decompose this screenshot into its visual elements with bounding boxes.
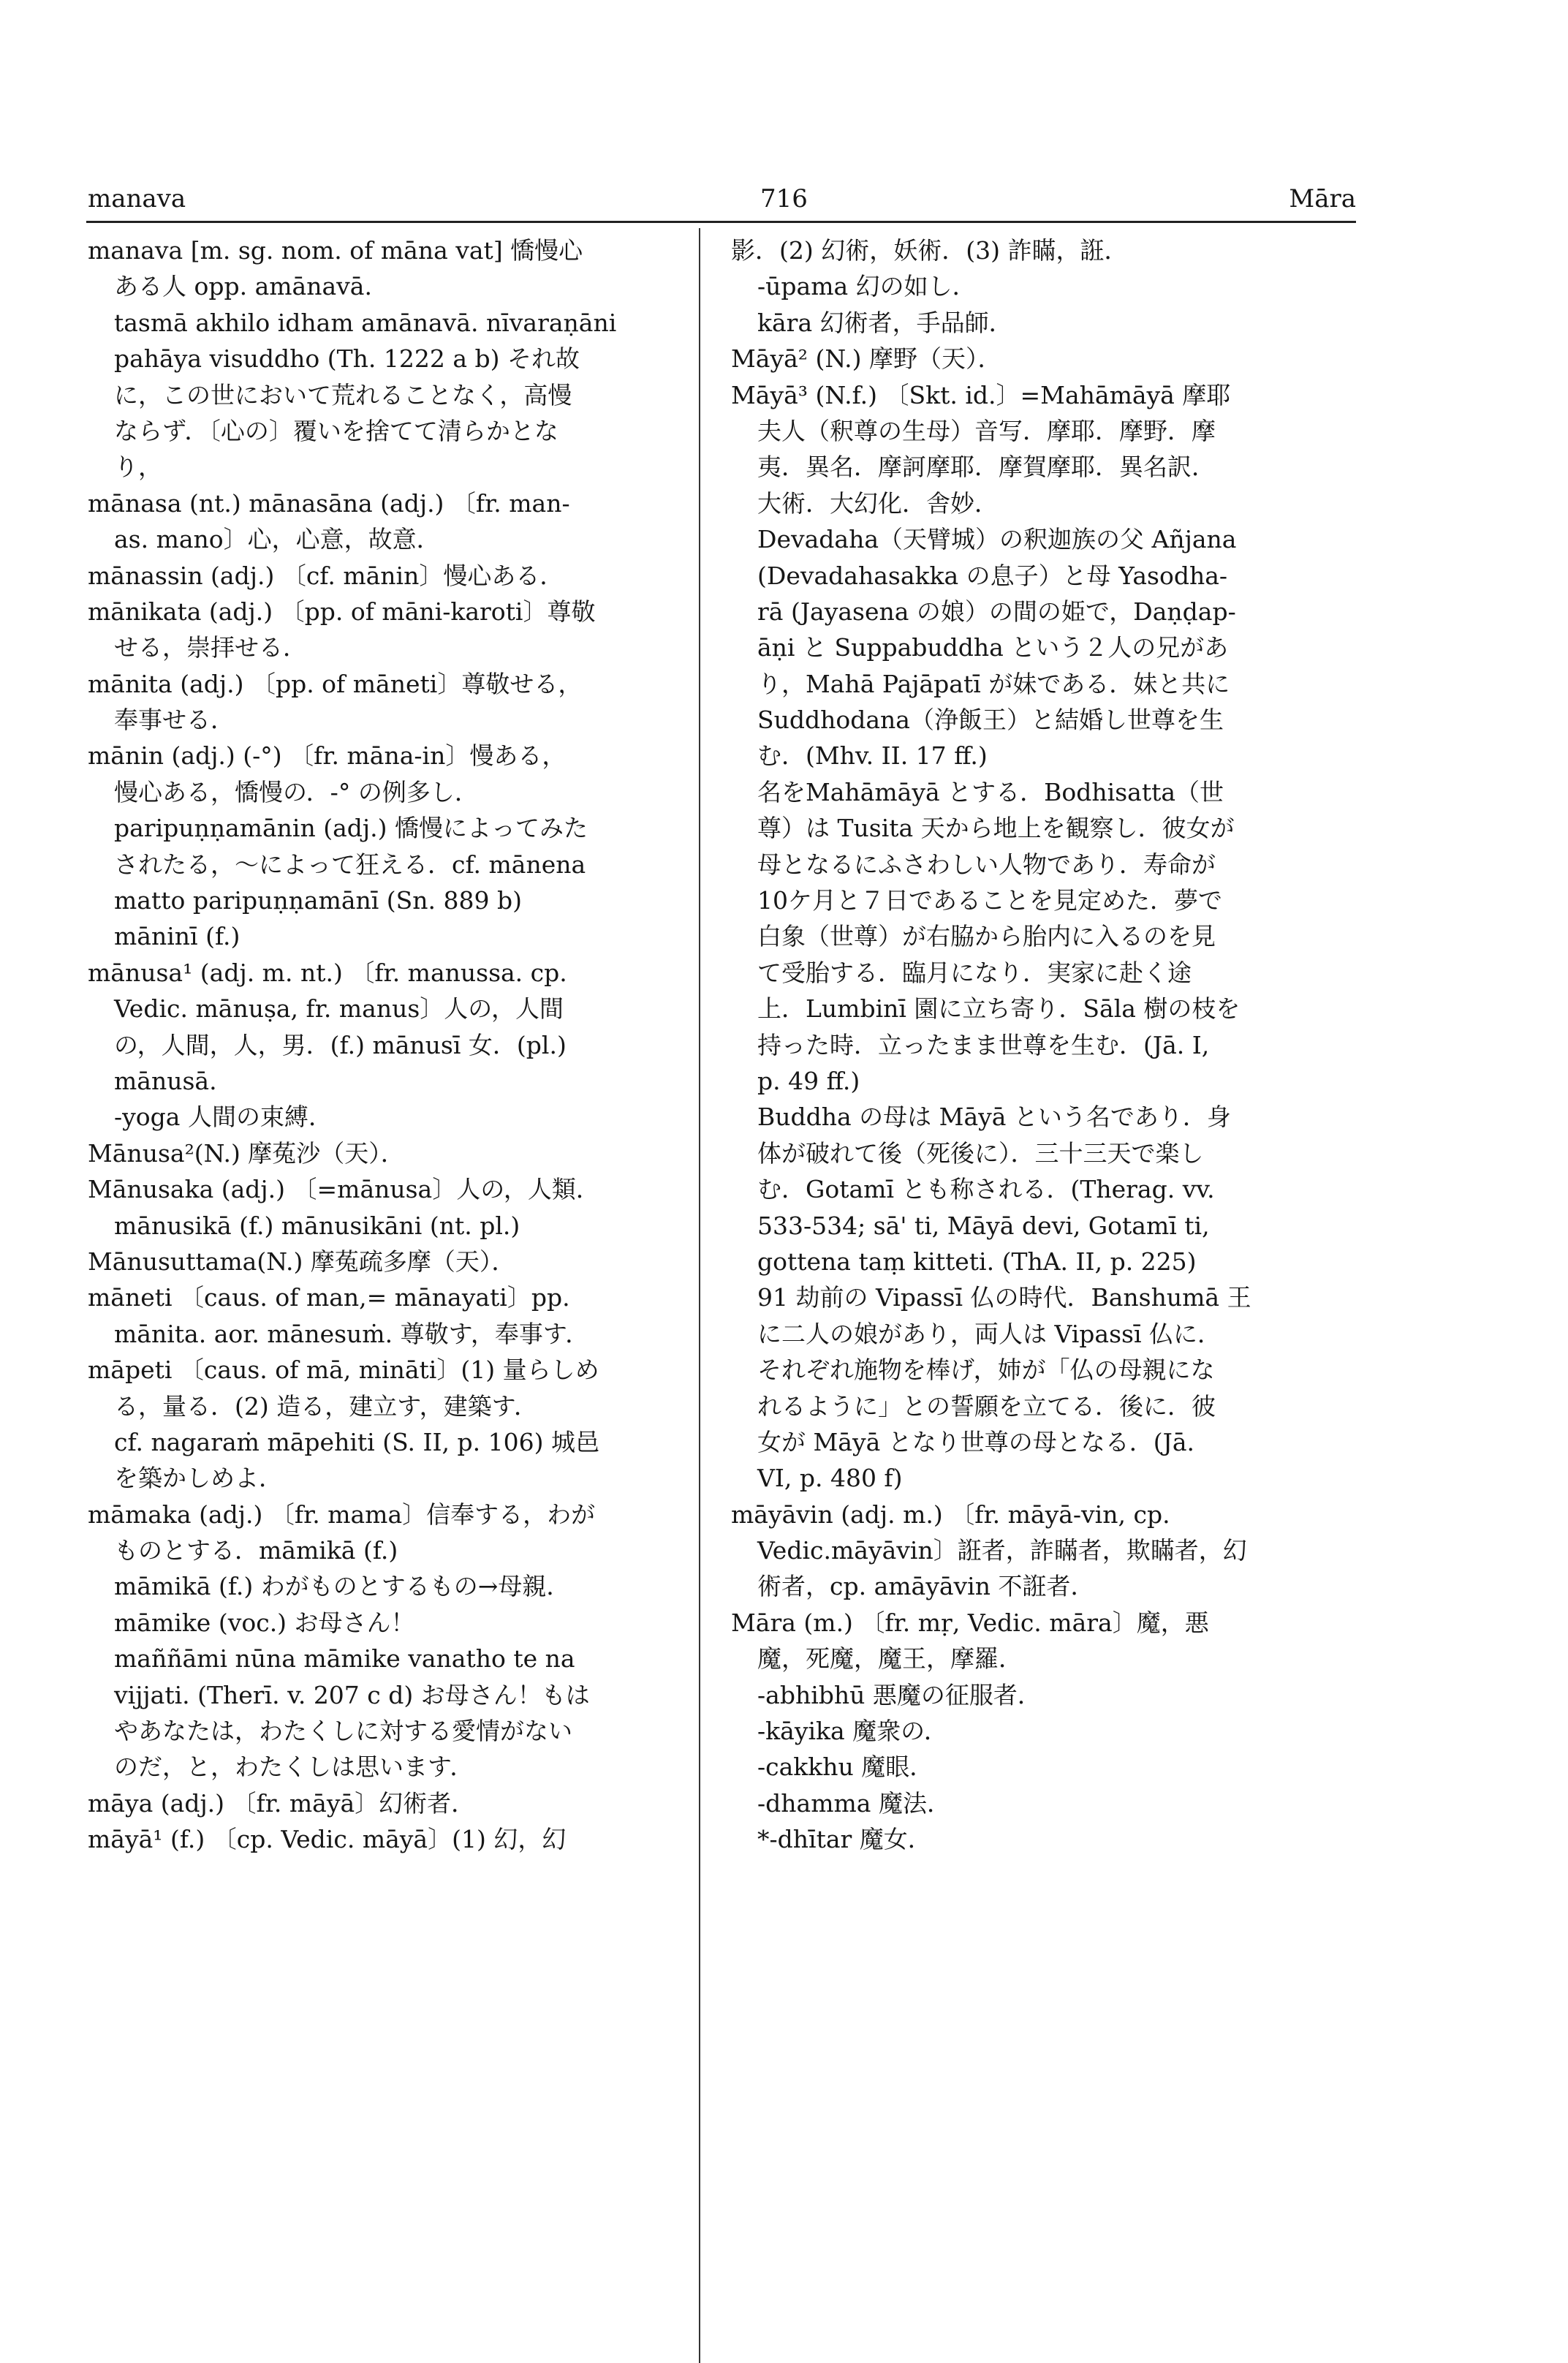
entry-line: as. mano〕心，心意，故意． <box>114 525 441 554</box>
headword-line: mānikata (adj.) 〔pp. of māni-karoti〕尊敬 <box>88 597 596 626</box>
entry-line: 10ケ月と７日であることを見定めた．夢で <box>757 886 1222 915</box>
entry-line: -yoga 人間の束縛． <box>114 1103 333 1132</box>
entry-line: ならず．〔心の〕覆いを捨てて清らかとな <box>114 416 558 445</box>
entry-line: 奉事せる． <box>114 706 235 735</box>
entry-line: maññāmi nūna māmike vanatho te na <box>114 1644 575 1674</box>
entry-line: て受胎する．臨月になり．実家に赴く途 <box>757 958 1192 987</box>
headword-line: māyā¹ (f.) 〔cp. Vedic. māyā〕(1) 幻，幻 <box>88 1825 567 1854</box>
entry-line: ものとする．māmikā (f.) <box>114 1536 398 1565</box>
entry-line: (Devadahasakka の息子）と母 Yasodha- <box>757 561 1228 590</box>
entry-line: を築かしめよ． <box>114 1464 283 1493</box>
entry-line: 体が破れて後（死後に）．三十三天で楽し <box>757 1138 1204 1168</box>
entry-line: VI, p. 480 f) <box>757 1464 903 1493</box>
entry-line: やあなたは，わたくしに対する愛情がない <box>114 1717 572 1746</box>
entry-line: 慢心ある，憍慢の．-° の例多し． <box>114 777 479 806</box>
entry-line: されたる，～によって狂える．cf. mānena <box>114 850 586 879</box>
page-number: 716 <box>760 184 808 213</box>
entry-line: それぞれ施物を棒げ，姉が「仏の母親にな <box>757 1356 1215 1385</box>
entry-line: Devadaha（天臂城）の釈迦族の父 Añjana <box>757 525 1237 554</box>
entry-line: Buddha の母は Māyā という名であり．身 <box>757 1103 1231 1132</box>
headword-line: Mānusuttama(N.) 摩菟疏多摩（天）． <box>88 1247 516 1276</box>
entry-line: に，この世において荒れることなく，高慢 <box>114 380 572 409</box>
entry-line: 大術．大幻化．舎妙． <box>757 488 999 518</box>
entry-line: 91 劫前の Vipassī 仏の時代．Banshumā 王 <box>757 1283 1251 1312</box>
entry-line: 尊）は Tusita 天から地上を観察し．彼女が <box>757 814 1235 843</box>
running-head-right: Māra <box>1289 184 1356 213</box>
header-rule <box>86 221 1356 223</box>
entry-line: paripuṇṇamānin (adj.) 憍慢によってみた <box>114 814 588 843</box>
entry-line: māninī (f.) <box>114 922 240 951</box>
entry-line: 術者，cp. amāyāvin 不誑者． <box>757 1572 1095 1601</box>
headword-line: Mānusa²(N.) 摩菟沙（天）． <box>88 1138 405 1168</box>
entry-line: せる，崇拝せる． <box>114 633 307 662</box>
headword-line: manava [m. sg. nom. of māna vat] 憍慢心 <box>88 236 583 265</box>
headword-line: Mānusaka (adj.) 〔=mānusa〕人の，人類． <box>88 1175 600 1204</box>
entry-line: cf. nagaraṁ māpehiti (S. II, p. 106) 城邑 <box>114 1427 599 1456</box>
entry-line: 夷．異名．摩訶摩耶．摩賀摩耶．異名訳． <box>757 453 1216 482</box>
headword-line: mānita (adj.) 〔pp. of māneti〕尊敬せる， <box>88 669 583 698</box>
entry-line: 女が Māyā となり世尊の母となる．(Jā. <box>757 1427 1195 1456</box>
entry-line: māmike (voc.) お母さん！ <box>114 1608 415 1637</box>
entry-line: 持った時．立ったまま世尊を生む．(Jā. I, <box>757 1030 1210 1059</box>
entry-line: 夫人（釈尊の生母）音写．摩耶．摩野．摩 <box>757 416 1216 445</box>
entry-line: 魔，死魔，魔王，摩羅． <box>757 1644 1023 1674</box>
headword-line: māneti 〔caus. of man,= mānayati〕pp. <box>88 1283 570 1312</box>
entry-line: 上．Lumbinī 園に立ち寄り．Sāla 樹の枝を <box>757 994 1241 1024</box>
entry-line: に二人の娘があり，両人は Vipassī 仏に． <box>757 1319 1222 1348</box>
left-column <box>88 232 680 1858</box>
entry-line: p. 49 ff.) <box>757 1066 860 1095</box>
headword-line: mānin (adj.) (-°) 〔fr. māna-in〕慢ある， <box>88 741 567 771</box>
entry-line: の，人間，人，男．(f.) mānusī 女．(pl.) <box>114 1030 567 1059</box>
entry-line: *-dhītar 魔女． <box>757 1825 932 1854</box>
entry-line: -ūpama 幻の如し． <box>757 272 977 301</box>
entry-line: 白象（世尊）が右脇から胎内に入るのを見 <box>757 922 1216 951</box>
entry-line: 533-534; sā' ti, Māyā devi, Gotamī ti, <box>757 1211 1210 1240</box>
entry-line: pahāya visuddho (Th. 1222 a b) それ故 <box>114 344 580 374</box>
headword-line: mānasa (nt.) mānasāna (adj.) 〔fr. man- <box>88 488 570 518</box>
headword-line: māpeti 〔caus. of mā, mināti〕(1) 量らしめ <box>88 1356 599 1385</box>
headword-line: māya (adj.) 〔fr. māyā〕幻術者． <box>88 1788 476 1818</box>
entry-line: mānita. aor. mānesuṁ. 尊敬す，奉事す． <box>114 1319 590 1348</box>
headword-line: Māyā² (N.) 摩野（天）． <box>731 344 1002 374</box>
entry-line: mānusikā (f.) mānusikāni (nt. pl.) <box>114 1211 520 1240</box>
entry-line: kāra 幻術者，手品師． <box>757 308 1013 337</box>
entry-line: āṇi と Suppabuddha という２人の兄があ <box>757 633 1229 662</box>
headword-line: Māyā³ (N.f.) 〔Skt. id.〕=Mahāmāyā 摩耶 <box>731 380 1231 409</box>
entry-line: む．Gotamī とも称される．(Therag. vv. <box>757 1175 1215 1204</box>
running-head-left: manava <box>88 184 186 213</box>
headword-line: mānusa¹ (adj. m. nt.) 〔fr. manussa. cp. <box>88 958 567 987</box>
entry-line: る，量る．(2) 造る，建立す，建築す． <box>114 1391 538 1421</box>
entry-line: り，Mahā Pajāpatī が妹である．妹と共に <box>757 669 1230 698</box>
right-column <box>731 232 1345 1858</box>
entry-line: māmikā (f.) わがものとするもの→母親． <box>114 1572 571 1601</box>
entry-line: matto paripuṇṇamānī (Sn. 889 b) <box>114 886 522 915</box>
entry-line: れるように」との誓願を立てる．後に．彼 <box>757 1391 1216 1421</box>
entry-line: -cakkhu 魔眼． <box>757 1753 934 1782</box>
headword-line: Māra (m.) 〔fr. mṛ, Vedic. māra〕魔，悪 <box>731 1608 1209 1637</box>
entry-line: tasmā akhilo idham amānavā. nīvaraṇāni <box>114 308 617 337</box>
entry-line: 母となるにふさわしい人物であり．寿命が <box>757 850 1216 879</box>
entry-line: り， <box>114 453 162 482</box>
entry-line: ある人 opp. amānavā. <box>114 272 372 301</box>
headword-line: māmaka (adj.) 〔fr. mama〕信奉する，わが <box>88 1500 596 1529</box>
entry-line: mānusā. <box>114 1066 217 1095</box>
entry-line: Vedic.māyāvin〕誑者，詐瞞者，欺瞞者，幻 <box>757 1536 1247 1565</box>
entry-line: -abhibhū 悪魔の征服者． <box>757 1680 1042 1709</box>
entry-line: rā (Jayasena の娘）の間の姫で，Daṇḍap- <box>757 597 1236 626</box>
entry-line: のだ，と，わたくしは思います． <box>114 1753 474 1782</box>
column-divider <box>699 228 700 2363</box>
headword-line: māyāvin (adj. m.) 〔fr. māyā-vin, cp. <box>731 1500 1170 1529</box>
entry-line: Vedic. mānuṣa, fr. manus〕人の，人間 <box>114 994 564 1024</box>
headword-line: mānassin (adj.) 〔cf. mānin〕慢心ある． <box>88 561 564 590</box>
entry-line: む．(Mhv. II. 17 ff.) <box>757 741 988 771</box>
headword-line: 影．(2) 幻術，妖術．(3) 詐瞞，誑． <box>731 236 1129 265</box>
entry-line: vijjati. (Therī. v. 207 c d) お母さん！もは <box>114 1680 590 1709</box>
entry-line: -kāyika 魔衆の． <box>757 1717 948 1746</box>
entry-line: -dhamma 魔法． <box>757 1788 951 1818</box>
entry-line: Suddhodana（浄飯王）と結婚し世尊を生 <box>757 706 1224 735</box>
entry-line: 名をMahāmāyā とする．Bodhisatta（世 <box>757 777 1224 806</box>
entry-line: gottena taṃ kitteti. (ThA. II, p. 225) <box>757 1247 1197 1276</box>
